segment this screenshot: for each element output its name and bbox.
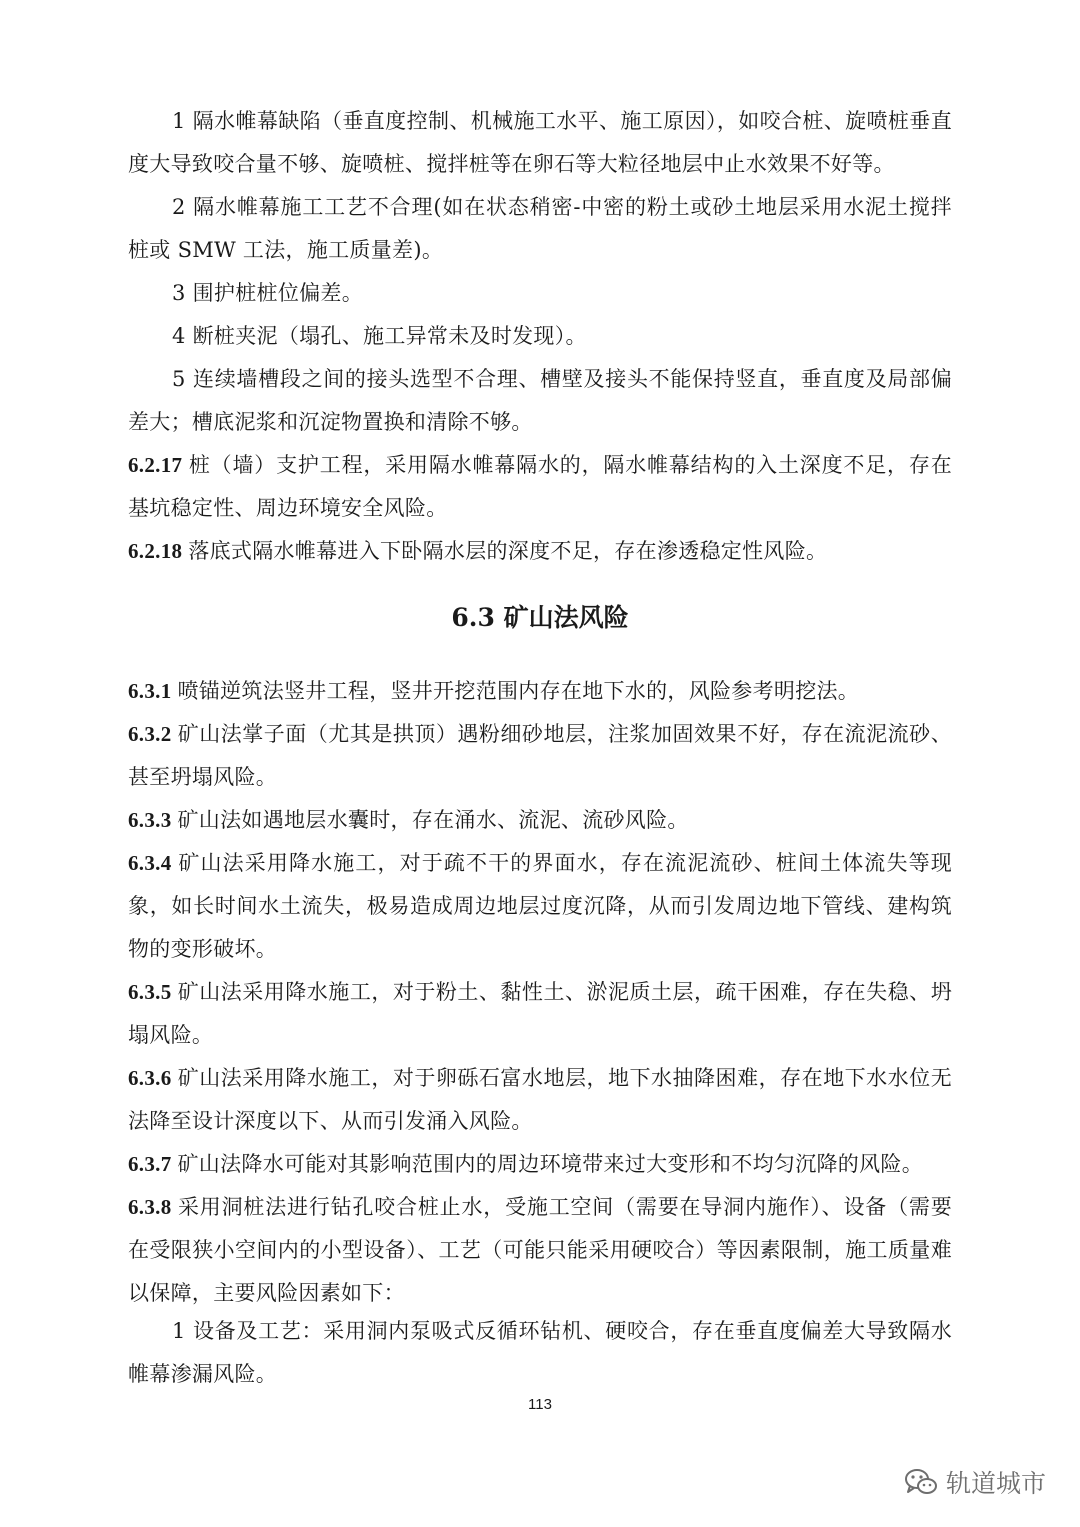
clause-6-3-6 xyxy=(128,1057,952,1143)
clause-text: 矿山法掌子面（尤其是拱顶）遇粉细砂地层，注浆加固效果不好，存在流泥流砂、甚至坍塌风险。 xyxy=(128,722,952,789)
clause-number: 6.3.7 xyxy=(128,1152,172,1176)
paragraph-text: 2 隔水帷幕施工工艺不合理(如在状态稍密-中密的粉土或砂土地层采用水泥土搅拌桩或 SMW 工法，施工质量差)。 xyxy=(128,195,952,262)
paragraph-6-2-item-1 xyxy=(128,100,952,186)
clause-text: 矿山法如遇地层水囊时，存在涌水、流泥、流砂风险。 xyxy=(177,808,689,832)
clause-number: 6.3.6 xyxy=(128,1066,172,1090)
paragraph-text: 5 连续墙槽段之间的接头选型不合理、槽壁及接头不能保持竖直，垂直度及局部偏差大；槽底泥浆和沉淀物置换和清除不够。 xyxy=(128,367,952,434)
clause-text: 桩（墙）支护工程，采用隔水帷幕隔水的，隔水帷幕结构的入土深度不足，存在基坑稳定性、周边环境安全风险。 xyxy=(128,453,952,520)
paragraph-6-2-item-4 xyxy=(128,315,952,358)
paragraph-6-2-item-2 xyxy=(128,186,952,272)
clause-number: 6.3.8 xyxy=(128,1195,172,1219)
clause-6-3-4 xyxy=(128,842,952,971)
paragraph-text: 4 断桩夹泥（塌孔、施工异常未及时发现）。 xyxy=(172,324,587,348)
clause-text: 矿山法降水可能对其影响范围内的周边环境带来过大变形和不均匀沉降的风险。 xyxy=(177,1152,923,1176)
clause-text: 喷锚逆筑法竖井工程，竖井开挖范围内存在地下水的，风险参考明挖法。 xyxy=(177,679,860,703)
clause-number: 6.3.3 xyxy=(128,808,172,832)
paragraph-6-2-item-3 xyxy=(128,272,952,315)
clause-6-3-7 xyxy=(128,1143,952,1186)
clause-text: 矿山法采用降水施工，对于疏不干的界面水，存在流泥流砂、桩间土体流失等现象，如长时间水土流失，极易造成周边地层过度沉降，从而引发周边地下管线、建构筑物的变形破坏。 xyxy=(128,851,952,961)
clause-number: 6.2.17 xyxy=(128,453,183,477)
clause-6-2-18 xyxy=(128,530,952,573)
watermark-text: 轨道城市 xyxy=(945,1469,1046,1498)
paragraph-text: 1 设备及工艺：采用洞内泵吸式反循环钻机、硬咬合，存在垂直度偏差大导致隔水帷幕渗漏风险。 xyxy=(128,1319,952,1386)
paragraph-text: 3 围护桩桩位偏差。 xyxy=(172,281,364,305)
paragraph-6-3-8-item-1 xyxy=(128,1310,952,1396)
paragraph-6-2-item-5 xyxy=(128,358,952,444)
page-number: 113 xyxy=(528,1396,552,1413)
watermark xyxy=(904,1462,1046,1502)
clause-number: 6.3.2 xyxy=(128,722,172,746)
clause-6-3-3 xyxy=(128,799,952,842)
clause-6-3-2 xyxy=(128,713,952,799)
wechat-icon xyxy=(904,1467,938,1497)
clause-text: 矿山法采用降水施工，对于粉土、黏性土、淤泥质土层，疏干困难，存在失稳、坍塌风险。 xyxy=(128,980,952,1047)
clause-text: 采用洞桩法进行钻孔咬合桩止水，受施工空间（需要在导洞内施作）、设备（需要在受限狭小空间内的小型设备）、工艺（可能只能采用硬咬合）等因素限制，施工质量难以保障，主要风险因素如下： xyxy=(128,1195,952,1305)
clause-6-3-1 xyxy=(128,670,952,713)
clause-6-2-17 xyxy=(128,444,952,530)
section-title: 6.3 矿山法风险 xyxy=(451,603,629,632)
clause-text: 落底式隔水帷幕进入下卧隔水层的深度不足，存在渗透稳定性风险。 xyxy=(188,539,828,563)
clause-number: 6.3.5 xyxy=(128,980,172,1004)
clause-number: 6.3.1 xyxy=(128,679,172,703)
clause-number: 6.3.4 xyxy=(128,851,172,875)
clause-text: 矿山法采用降水施工，对于卵砾石富水地层，地下水抽降困难，存在地下水水位无法降至设计深度以下、从而引发涌入风险。 xyxy=(128,1066,952,1133)
clause-number: 6.2.18 xyxy=(128,539,183,563)
paragraph-text: 1 隔水帷幕缺陷（垂直度控制、机械施工水平、施工原因），如咬合桩、旋喷桩垂直度大导致咬合量不够、旋喷桩、搅拌桩等在卵石等大粒径地层中止水效果不好等。 xyxy=(128,109,952,176)
clause-6-3-5 xyxy=(128,971,952,1057)
clause-6-3-8 xyxy=(128,1186,952,1315)
